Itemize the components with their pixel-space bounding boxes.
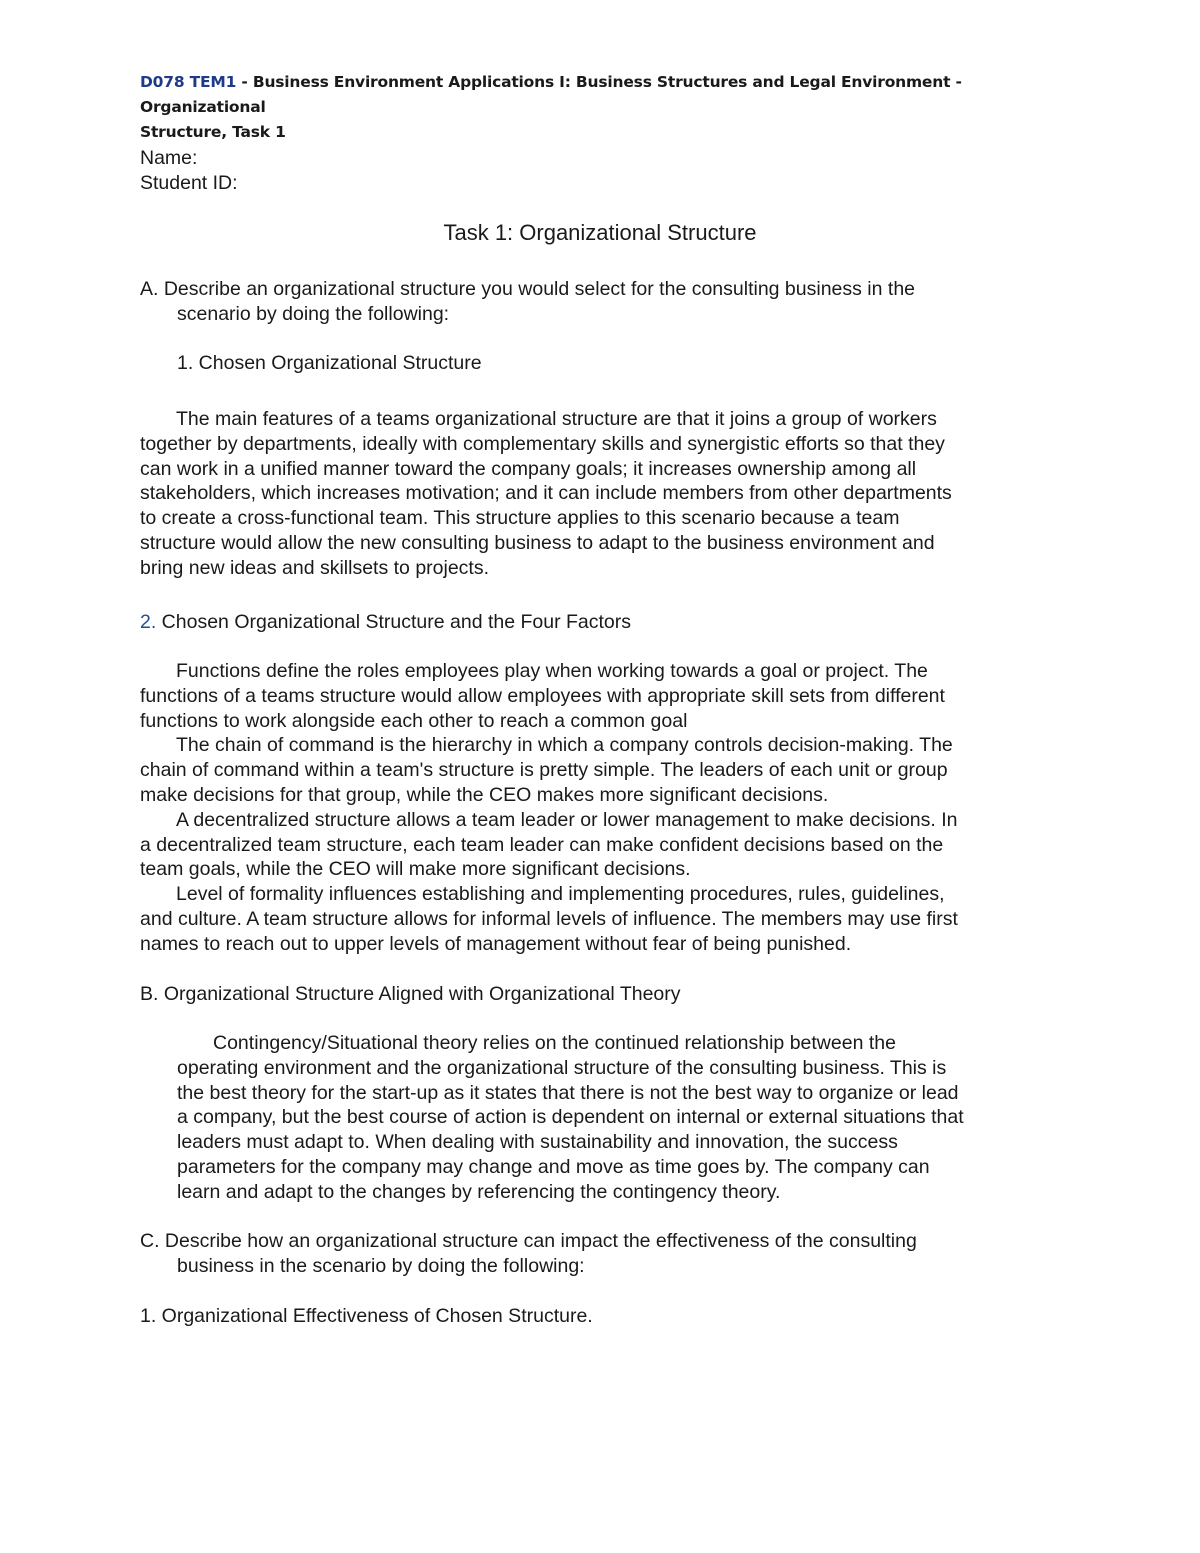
section-a-line-2: scenario by doing the following: — [177, 303, 450, 325]
section-a-item-2-heading — [140, 610, 631, 635]
paragraph-line: together by departments, ideally with complementary skills and synergistic efforts so that they — [140, 432, 945, 455]
paragraph-line: structure would allow the new consulting business to adapt to the business environment and — [140, 531, 935, 554]
paragraph-line: a decentralized team structure, each team leader can make confident decisions based on the — [140, 833, 944, 856]
student-id-label: Student ID: — [140, 172, 238, 194]
paragraph-line: The chain of command is the hierarchy in which a company controls decision-making. The — [176, 734, 953, 757]
paragraph-line: Level of formality influences establishing and implementing procedures, rules, guidelines, — [176, 883, 945, 906]
page-title: Task 1: Organizational Structure — [443, 220, 757, 245]
section-a-paragraph-2 — [140, 659, 1052, 957]
section-a-line-1: A. Describe an organizational structure you would select for the consulting business in the — [140, 278, 916, 300]
section-c-item-1-heading: 1. Organizational Effectiveness of Chosen Structure. — [140, 1305, 593, 1327]
header-line-2: Structure, Task 1 — [140, 123, 286, 141]
header-line-1 — [140, 70, 1040, 120]
paragraph-line: functions of a teams structure would allow employees with appropriate skill sets from different — [140, 684, 945, 707]
paragraph-line: can work in a unified manner toward the company goals; it increases ownership among all — [140, 457, 917, 480]
paragraph-line: make decisions for that group, while the CEO makes more significant decisions. — [140, 783, 829, 806]
section-a-item-1-heading: 1. Chosen Organizational Structure — [177, 352, 482, 374]
paragraph-line: to create a cross-functional team. This structure applies to this scenario because a team — [140, 507, 900, 530]
item-2-number: 2. — [140, 611, 157, 633]
course-code: D078 TEM1 — [140, 73, 237, 91]
paragraph-line: a company, but the best course of action is dependent on internal or external situations that — [177, 1106, 964, 1129]
paragraph-line: functions to work alongside each other to reach a common goal — [140, 709, 688, 732]
item-2-text: Chosen Organizational Structure and the Four Factors — [156, 611, 632, 633]
paragraph-line: the best theory for the start-up as it states that there is not the best way to organize or lead — [177, 1081, 959, 1104]
name-label: Name: — [140, 147, 198, 169]
paragraph-line: stakeholders, which increases motivation; and it can include members from other departments — [140, 482, 952, 505]
paragraph-line: learn and adapt to the changes by referencing the contingency theory. — [177, 1180, 781, 1203]
paragraph-line: operating environment and the organizational structure of the consulting business. This is — [177, 1056, 947, 1079]
section-b-paragraph — [177, 1031, 1089, 1205]
paragraph-line: bring new ideas and skillsets to projects. — [140, 556, 490, 579]
header-course-title: - Business Environment Applications I: Business Structures and Legal Environment - Organizational — [140, 73, 962, 116]
document-header — [140, 70, 1040, 145]
section-c-line-2: business in the scenario by doing the following: — [177, 1255, 585, 1277]
paragraph-line: parameters for the company may change and move as time goes by. The company can — [177, 1155, 930, 1178]
section-c-line-1: C. Describe how an organizational structure can impact the effectiveness of the consulting — [140, 1230, 917, 1252]
paragraph-line: team goals, while the CEO will make more significant decisions. — [140, 858, 691, 881]
paragraph-line: The main features of a teams organizational structure are that it joins a group of workers — [176, 408, 937, 430]
paragraph-line: Contingency/Situational theory relies on the continued relationship between the — [213, 1032, 896, 1054]
section-a-paragraph-1 — [140, 407, 1052, 581]
paragraph-line: names to reach out to upper levels of management without fear of being punished. — [140, 932, 852, 955]
paragraph-line: leaders must adapt to. When dealing with sustainability and innovation, the success — [177, 1131, 898, 1154]
section-b-heading: B. Organizational Structure Aligned with Organizational Theory — [140, 983, 681, 1005]
paragraph-line: Functions define the roles employees play when working towards a goal or project. The — [176, 660, 928, 682]
paragraph-line: A decentralized structure allows a team leader or lower management to make decisions. In — [176, 808, 958, 831]
paragraph-line: and culture. A team structure allows for informal levels of influence. The members may use first — [140, 907, 958, 930]
paragraph-line: chain of command within a team's structure is pretty simple. The leaders of each unit or group — [140, 759, 948, 782]
